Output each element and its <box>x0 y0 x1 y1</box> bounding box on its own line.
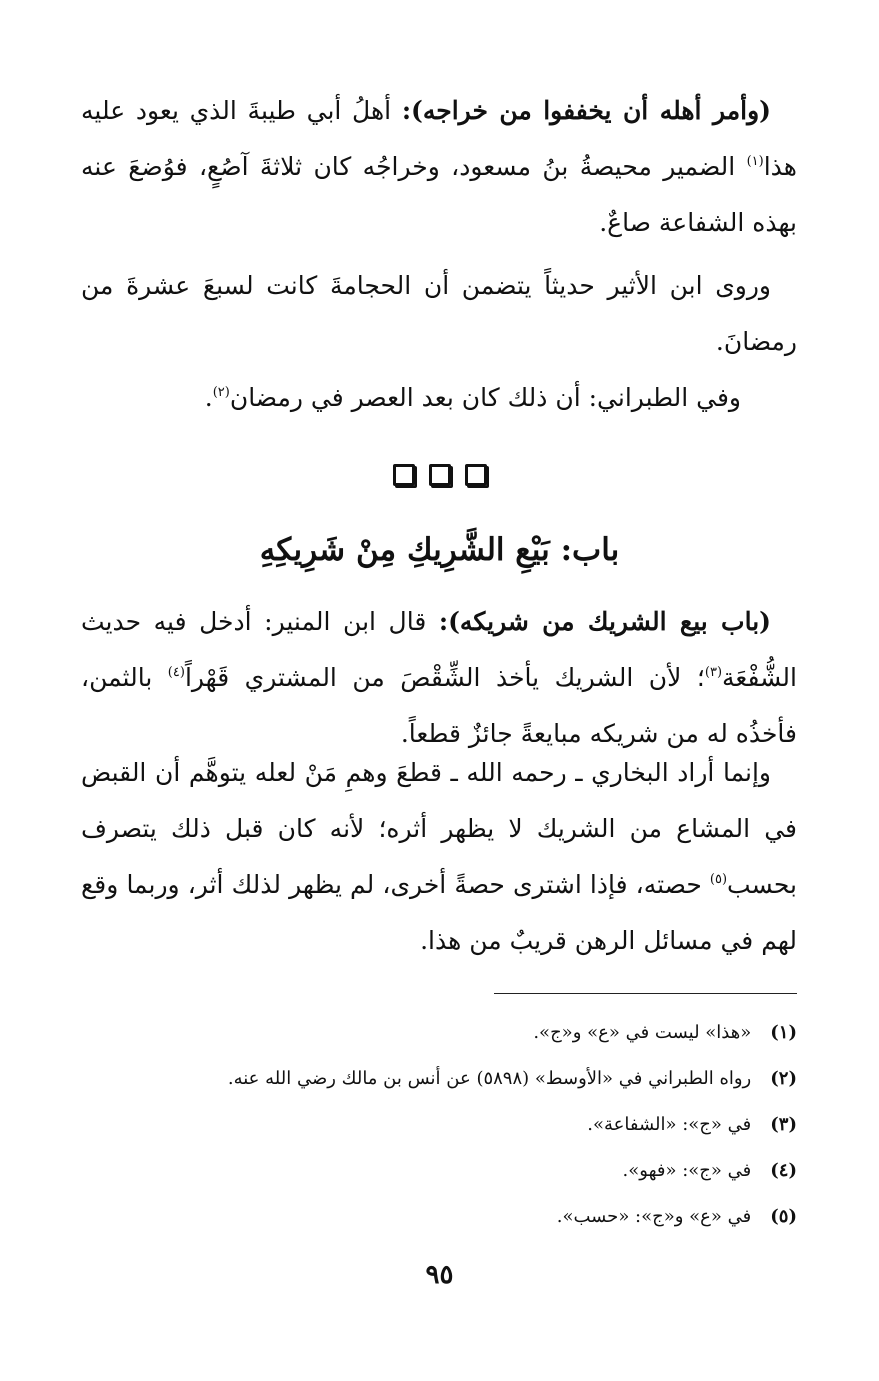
paragraph-text: . <box>204 383 213 412</box>
footnote-item <box>81 1056 797 1102</box>
chapter-title: باب: بَيْعِ الشَّرِيكِ مِنْ شَرِيكِهِ <box>259 532 620 568</box>
paragraph-text: أهلُ أبي طيبةَ الذي يعود عليه هذا <box>81 96 797 181</box>
footnote-item <box>81 1010 797 1056</box>
paragraph-text: بالثمن، فأخذُه له من شريكه مبايعةً جائزٌ قطعاً. <box>81 663 797 748</box>
separator-square-icon <box>429 464 451 486</box>
footnote-number: (١) <box>770 1022 797 1043</box>
footnote-ref-4[interactable]: (٤) <box>167 665 185 680</box>
footnote-ref-2[interactable]: (٢) <box>212 385 230 400</box>
footnote-item <box>81 1194 797 1240</box>
paragraph-text: ؛ لأن الشريك يأخذ الشِّقْصَ من المشتري قَهْراً <box>184 663 705 692</box>
separator-square-icon <box>393 464 415 486</box>
footnote-number: (٤) <box>770 1160 797 1181</box>
footnote-number: (٥) <box>770 1206 797 1227</box>
footnotes-list <box>81 1010 797 1240</box>
paragraph-text: قال ابن المنير: أدخل فيه حديث الشُّفْعَة <box>81 607 797 692</box>
footnote-divider <box>494 993 797 994</box>
paragraph-text: وفي الطبراني: أن ذلك كان بعد العصر في رمضان <box>229 383 741 412</box>
paragraph-text: وروى ابن الأثير حديثاً يتضمن أن الحجامةَ كانت لسبعَ عشرةَ من رمضانَ. <box>81 271 797 356</box>
paragraph-ibn-athir <box>81 258 797 370</box>
page-number: ٩٥ <box>425 1260 454 1290</box>
paragraph-lead: (وأمر أهله أن يخففوا من خراجه): <box>401 96 771 125</box>
paragraph-lead: (باب بيع الشريك من شريكه): <box>438 607 771 636</box>
paragraph-kharaj <box>81 83 797 251</box>
footnote-text: في «ع» و«ج»: «حسب». <box>556 1206 752 1227</box>
footnote-text: في «ج»: «الشفاعة». <box>587 1114 752 1135</box>
footnote-text: في «ج»: «فهو». <box>622 1160 752 1181</box>
footnote-ref-1[interactable]: (١) <box>746 154 764 169</box>
paragraph-text: وإنما أراد البخاري ـ رحمه الله ـ قطعَ وهمِ مَنْ لعله يتوهَّم أن القبض في المشاع من الشريك لا يظهر أثره؛ لأنه كان قبل ذلك يتصرف بحسب <box>81 758 797 899</box>
footnote-text: رواه الطبراني في «الأوسط» (٥٨٩٨) عن أنس بن مالك رضي الله عنه. <box>227 1068 752 1089</box>
paragraph-text: حصته، فإذا اشترى حصةً أخرى، لم يظهر لذلك أثر، وربما وقع لهم في مسائل الرهن قريبٌ من هذا. <box>81 870 797 955</box>
footnote-ref-3[interactable]: (٣) <box>704 665 723 680</box>
footnote-number: (٣) <box>770 1114 797 1135</box>
footnote-text: «هذا» ليست في «ع» و«ج». <box>533 1022 752 1043</box>
separator-square-icon <box>465 464 487 486</box>
footnote-item <box>81 1148 797 1194</box>
paragraph-bukhari-intent <box>81 745 797 969</box>
section-separator <box>0 464 879 490</box>
footnote-number: (٢) <box>770 1068 797 1089</box>
paragraph-text: الضمير محيصةُ بنُ مسعود، وخراجُه كان ثلاثةَ آصُعٍ، فوُضعَ عنه بهذه الشفاعة صاعٌ. <box>81 152 797 237</box>
paragraph-tabarani <box>81 370 797 426</box>
footnote-ref-5[interactable]: (٥) <box>709 872 728 887</box>
paragraph-bab-explanation <box>81 594 797 762</box>
footnote-item <box>81 1102 797 1148</box>
